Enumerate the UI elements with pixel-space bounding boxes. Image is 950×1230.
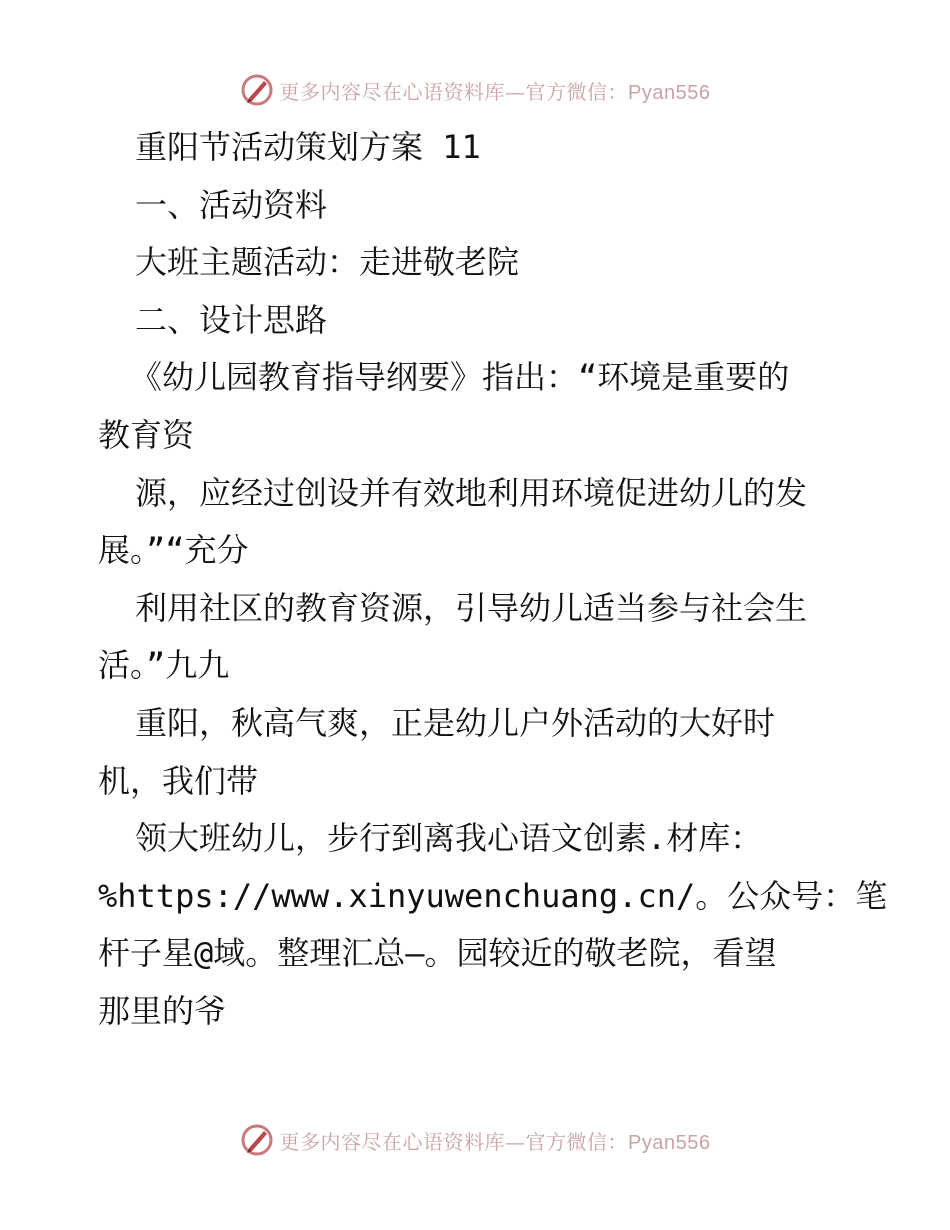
doc-line-paragraph: 教育资 xyxy=(98,415,195,454)
footer-banner-inner xyxy=(240,1123,711,1157)
doc-line-paragraph: 那里的爷 xyxy=(98,991,227,1030)
header-banner-id: Pyan556 xyxy=(628,81,711,104)
header-banner xyxy=(0,70,950,110)
doc-line-section-2: 二、设计思路 xyxy=(135,300,328,339)
doc-line-paragraph: 杆子星@域。整理汇总—。园较近的敬老院，看望 xyxy=(98,934,777,973)
doc-line-title: 重阳节活动策划方案 11 xyxy=(135,128,481,166)
doc-line-paragraph: 《幼儿园教育指导纲要》指出：“环境是重要的 xyxy=(130,358,790,397)
header-banner-text: 更多内容尽在心语资料库—官方微信：Pyan556 xyxy=(279,79,711,104)
pen-logo-icon xyxy=(240,73,274,107)
footer-banner-id: Pyan556 xyxy=(628,1131,711,1154)
pen-logo-icon xyxy=(240,1123,274,1157)
doc-line-paragraph: 活。”九九 xyxy=(98,646,230,685)
doc-line-paragraph: 展。”“充分 xyxy=(98,531,249,570)
doc-line-paragraph: 重阳，秋高气爽，正是幼儿户外活动的大好时 xyxy=(135,703,776,742)
doc-line-paragraph: %https://www.xinyuwenchuang.cn/。公众号：笔 xyxy=(98,876,888,915)
footer-banner xyxy=(0,1120,950,1160)
doc-line-paragraph: 领大班幼儿，步行到离我心语文创素.材库： xyxy=(135,819,763,858)
footer-banner-text: 更多内容尽在心语资料库—官方微信：Pyan556 xyxy=(279,1129,711,1154)
doc-line-paragraph: 源，应经过创设并有效地利用环境促进幼儿的发 xyxy=(135,473,808,512)
document-body xyxy=(98,119,888,1041)
doc-line-paragraph: 机，我们带 xyxy=(98,761,259,800)
header-banner-inner xyxy=(240,73,711,107)
doc-line-paragraph: 利用社区的教育资源，引导幼儿适当参与社会生 xyxy=(135,588,808,627)
doc-line-theme: 大班主题活动：走进敬老院 xyxy=(135,243,520,282)
doc-line-section-1: 一、活动资料 xyxy=(135,185,328,224)
